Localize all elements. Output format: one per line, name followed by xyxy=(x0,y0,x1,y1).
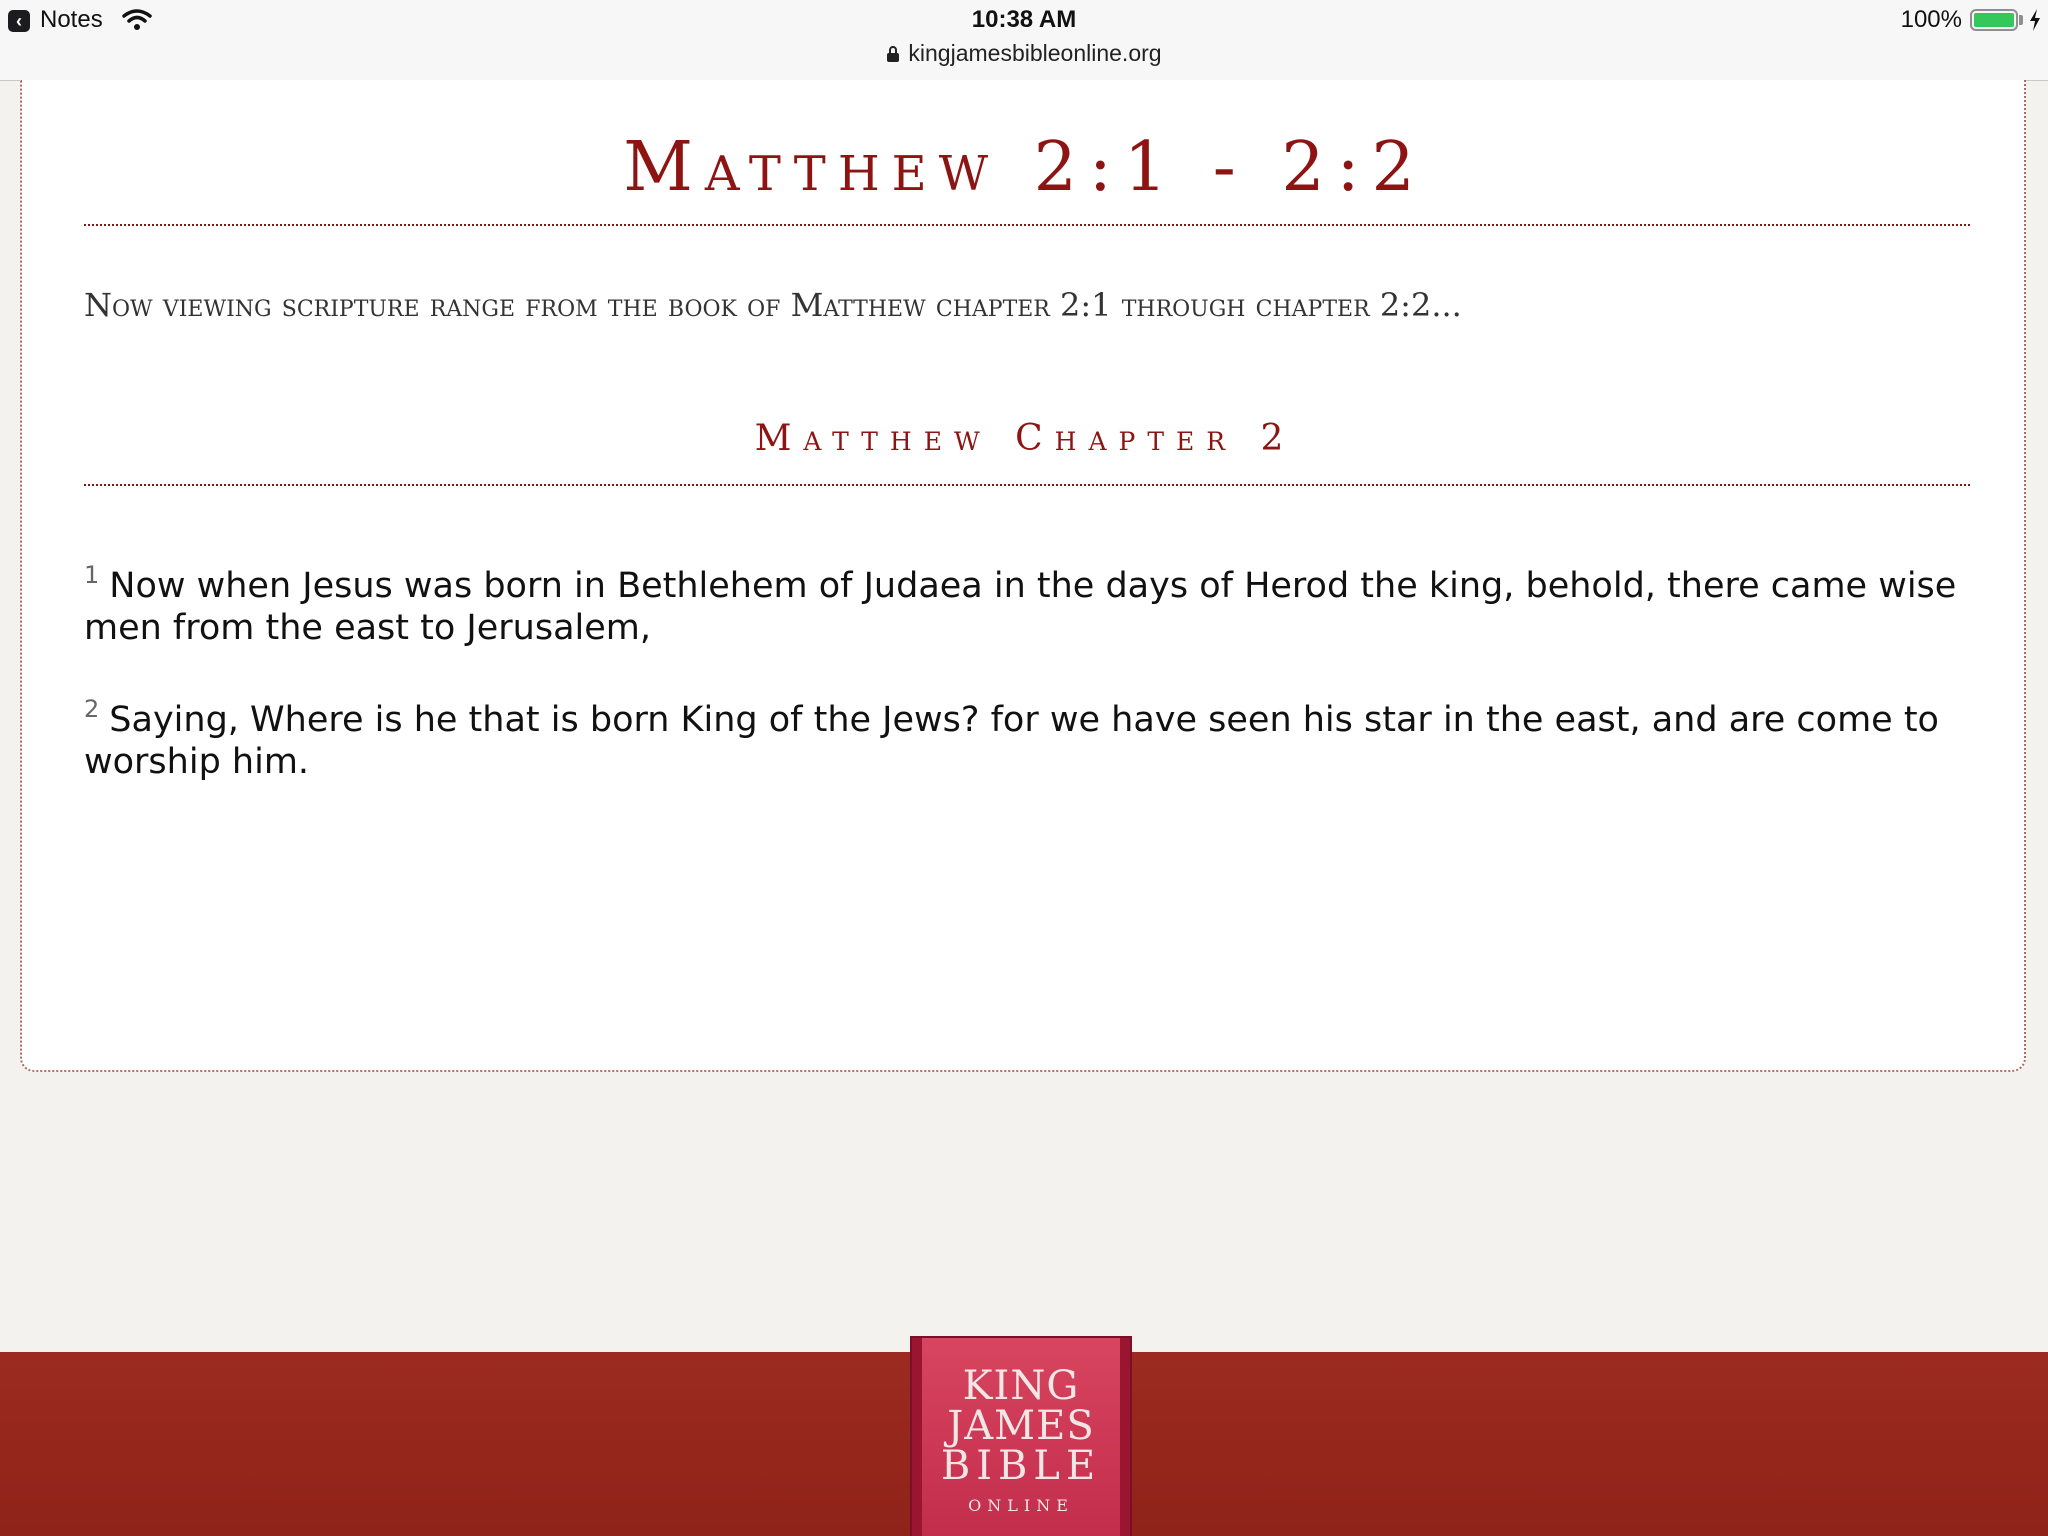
scripture-range-subtitle: Now viewing scripture range from the book of Matthew chapter 2:1 through chapter 2:2... xyxy=(84,286,1462,324)
charging-bolt-icon xyxy=(2028,8,2042,32)
verse-text: Saying, Where is he that is born King of the Jews? for we have seen his star in the east, and are come to worship him. xyxy=(84,700,1939,782)
content-card xyxy=(20,80,2026,1072)
verse-number[interactable]: 2 xyxy=(84,695,100,723)
divider xyxy=(84,484,1970,486)
back-to-app-label[interactable]: Notes xyxy=(40,6,103,33)
address-bar[interactable] xyxy=(0,40,2048,67)
status-bar xyxy=(0,0,2048,81)
logo-line-james: JAMES xyxy=(947,1403,1095,1449)
verse xyxy=(84,554,1970,649)
clock: 10:38 AM xyxy=(971,6,1077,33)
logo-subtitle: ONLINE xyxy=(968,1496,1074,1515)
verse xyxy=(84,688,1970,783)
url-text: kingjamesbibleonline.org xyxy=(908,40,1162,66)
back-arrow-icon[interactable]: ‹ xyxy=(8,10,30,32)
verse-text: Now when Jesus was born in Bethlehem of Judaea in the days of Herod the king, behold, there came wise men from the east to Jerusalem, xyxy=(84,566,1957,648)
battery-icon xyxy=(1970,9,2018,31)
battery-percentage: 100% xyxy=(1900,6,1962,33)
chapter-heading: Matthew Chapter 2 xyxy=(754,418,1296,459)
battery-cap xyxy=(2019,15,2023,25)
divider xyxy=(84,224,1970,226)
logo-line-king: KING xyxy=(962,1363,1080,1409)
site-logo[interactable] xyxy=(912,1338,1130,1536)
logo-line-bible: BIBLE xyxy=(940,1443,1102,1489)
page-title: Matthew 2:1 - 2:2 xyxy=(623,128,1427,207)
lock-icon xyxy=(886,45,900,63)
verse-number[interactable]: 1 xyxy=(84,561,100,589)
